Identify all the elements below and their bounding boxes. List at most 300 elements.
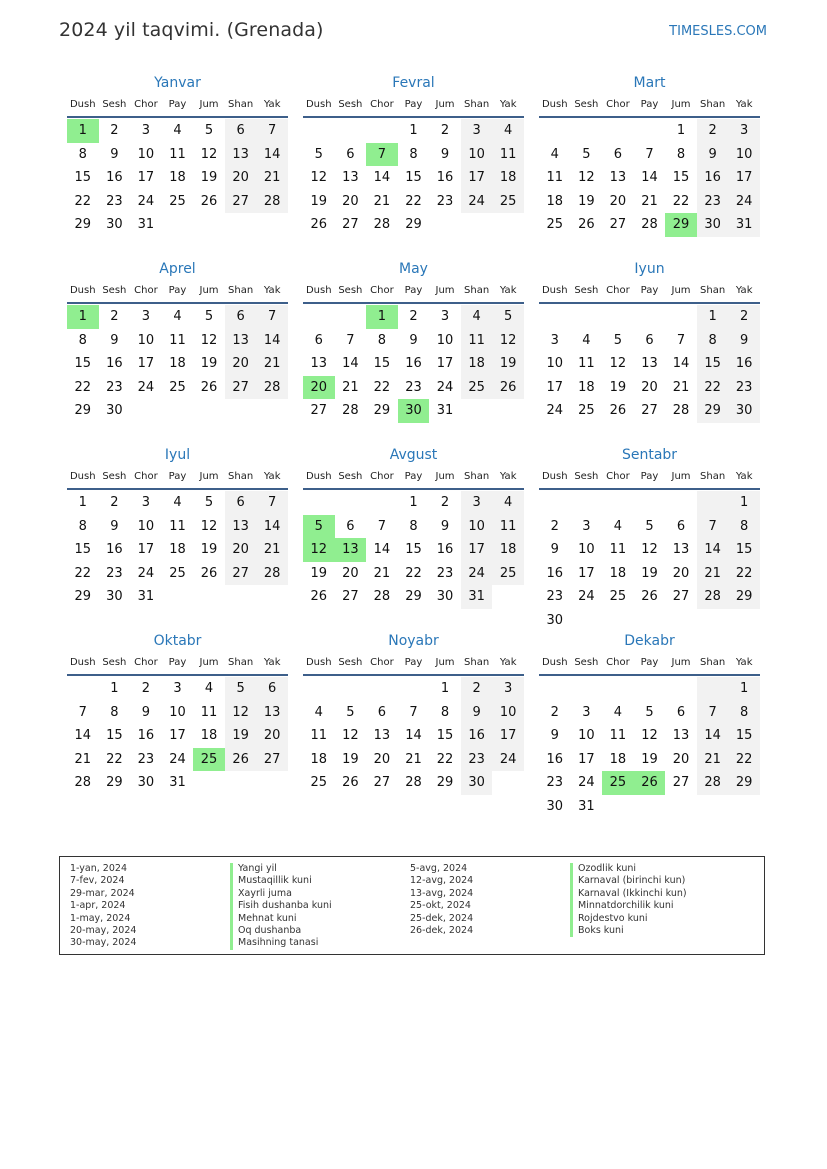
weekday-header (303, 94, 524, 118)
day-cell: 2 (110, 309, 119, 324)
day-cell: 16 (106, 170, 123, 186)
weekday-label: Shan (228, 285, 254, 296)
weekday-label: Yak (499, 471, 517, 482)
empty-cell (162, 585, 194, 609)
day-cell: 22 (373, 379, 391, 395)
page-title: 2024 yil taqvimi. (Grenada) (59, 19, 324, 41)
day-cell: 4 (173, 123, 182, 138)
day-cell: 8 (377, 332, 387, 348)
day-cell: 10 (728, 143, 760, 167)
day-cell: 20 (641, 379, 658, 395)
day-cell: 29 (74, 217, 92, 233)
weekday-label: Dush (305, 657, 332, 668)
day-cell: 10 (461, 143, 493, 167)
empty-cell (130, 399, 162, 423)
day-cell: 13 (225, 143, 257, 167)
day-cell: 31 (461, 585, 493, 609)
day-cell: 3 (582, 518, 591, 534)
day-cell: 21 (405, 751, 422, 767)
empty-cell (193, 399, 225, 423)
empty-cell (634, 119, 666, 143)
holiday-day-cell: 29 (665, 213, 697, 237)
legend-holiday-name: Mehnat kuni (230, 913, 410, 925)
day-cell: 8 (78, 518, 87, 534)
day-cell: 17 (137, 542, 155, 558)
day-cell: 26 (200, 193, 218, 209)
day-cell: 3 (141, 123, 151, 138)
day-cell: 24 (578, 589, 595, 605)
day-cell: 25 (310, 775, 328, 791)
day-cell: 10 (578, 542, 595, 558)
holiday-day-cell: 25 (193, 748, 225, 772)
day-cell: 20 (225, 352, 257, 376)
weekday-header (303, 652, 524, 676)
day-cell: 14 (672, 356, 690, 372)
day-cell: 6 (314, 332, 323, 348)
day-cell: 28 (672, 403, 690, 419)
day-cell: 7 (697, 515, 729, 539)
weekday-label: Shan (228, 99, 254, 110)
weekday-label: Chor (606, 285, 630, 296)
weekday-label: Shan (700, 657, 726, 668)
day-cell: 11 (546, 170, 564, 186)
day-cell: 22 (697, 376, 729, 400)
day-cell: 7 (697, 701, 729, 725)
weekday-header (67, 652, 288, 676)
weekday-label: Pay (640, 285, 659, 296)
day-cell: 14 (373, 170, 391, 186)
day-cell: 26 (200, 379, 218, 395)
month-avgust (303, 444, 524, 620)
day-cell: 25 (461, 376, 493, 400)
day-cell: 10 (169, 704, 186, 720)
day-cell: 30 (546, 798, 564, 814)
day-cell: 29 (728, 585, 760, 609)
day-cell: 15 (697, 352, 729, 376)
weekday-label: Jum (199, 471, 219, 482)
day-grid (539, 677, 760, 819)
day-cell: 9 (141, 704, 151, 720)
day-cell: 5 (204, 123, 214, 138)
day-cell: 4 (613, 704, 623, 720)
day-cell: 1 (78, 495, 87, 510)
day-cell: 26 (225, 748, 257, 772)
month-iyun (539, 258, 760, 434)
day-cell: 9 (440, 146, 450, 162)
weekday-label: Pay (404, 657, 423, 668)
day-cell: 2 (461, 677, 493, 701)
legend-holiday-name: Oq dushanba (230, 925, 410, 937)
weekday-label: Pay (168, 285, 187, 296)
day-cell: 13 (672, 728, 690, 744)
empty-cell (256, 399, 288, 423)
day-cell: 26 (492, 376, 524, 400)
day-cell: 25 (492, 190, 524, 214)
weekday-label: Shan (464, 657, 490, 668)
weekday-label: Dush (69, 99, 96, 110)
day-cell: 21 (342, 379, 359, 395)
day-cell: 20 (609, 193, 627, 209)
day-cell: 13 (256, 701, 288, 725)
month-fevral (303, 72, 524, 248)
day-cell: 29 (74, 403, 92, 419)
day-cell: 18 (169, 170, 186, 186)
holiday-day-cell: 20 (303, 376, 335, 400)
day-cell: 18 (546, 193, 564, 209)
day-cell: 8 (697, 329, 729, 353)
day-cell: 19 (310, 193, 328, 209)
day-cell: 19 (310, 565, 328, 581)
weekday-label: Jum (435, 285, 455, 296)
day-cell: 19 (225, 724, 257, 748)
empty-cell (492, 399, 524, 423)
day-cell: 3 (728, 119, 760, 143)
weekday-label: Sesh (338, 471, 363, 482)
day-cell: 21 (641, 193, 658, 209)
day-cell: 3 (461, 119, 493, 143)
day-cell: 14 (697, 538, 729, 562)
day-grid (539, 491, 760, 633)
day-cell: 20 (225, 166, 257, 190)
weekday-label: Jum (671, 285, 691, 296)
day-cell: 31 (137, 217, 155, 233)
day-cell: 11 (200, 704, 218, 720)
day-cell: 1 (728, 491, 760, 515)
empty-cell (539, 305, 571, 329)
day-cell: 5 (492, 305, 524, 329)
legend-date: 25-okt, 2024 (410, 900, 471, 912)
day-cell: 13 (609, 170, 627, 186)
empty-cell (303, 305, 335, 329)
day-cell: 11 (609, 728, 627, 744)
legend-date: 1-apr, 2024 (70, 900, 126, 912)
empty-cell (193, 585, 225, 609)
weekday-label: Yak (735, 657, 753, 668)
day-cell: 17 (461, 538, 493, 562)
day-cell: 24 (137, 565, 155, 581)
day-cell: 12 (200, 518, 218, 534)
day-cell: 5 (225, 677, 257, 701)
weekday-label: Pay (640, 657, 659, 668)
day-cell: 12 (310, 170, 328, 186)
day-cell: 29 (405, 217, 422, 233)
day-cell: 10 (461, 515, 493, 539)
day-cell: 25 (609, 589, 627, 605)
day-cell: 26 (641, 589, 658, 605)
legend-date: 5-avg, 2024 (410, 863, 468, 874)
legend-holiday-name: Minnatdorchilik kuni (570, 900, 750, 912)
day-cell: 31 (436, 403, 454, 419)
day-cell: 8 (728, 515, 760, 539)
day-cell: 21 (697, 562, 729, 586)
empty-cell (193, 771, 225, 795)
empty-cell (335, 119, 367, 143)
empty-cell (162, 399, 194, 423)
weekday-label: Shan (700, 99, 726, 110)
weekday-label: Dush (305, 99, 332, 110)
day-cell: 5 (204, 309, 214, 324)
holiday-day-cell: 1 (366, 305, 398, 329)
day-cell: 20 (373, 751, 391, 767)
weekday-label: Shan (228, 471, 254, 482)
day-cell: 6 (346, 518, 355, 534)
day-cell: 9 (728, 329, 760, 353)
day-cell: 15 (74, 542, 92, 558)
day-grid (539, 305, 760, 423)
weekday-label: Yak (499, 657, 517, 668)
day-cell: 1 (728, 677, 760, 701)
weekday-header (303, 466, 524, 490)
day-cell: 28 (256, 562, 288, 586)
day-cell: 4 (613, 518, 623, 534)
weekday-label: Sesh (102, 285, 127, 296)
day-cell: 18 (492, 538, 524, 562)
weekday-label: Dush (541, 471, 568, 482)
day-cell: 30 (546, 612, 564, 628)
empty-cell (602, 305, 634, 329)
weekday-label: Chor (134, 285, 158, 296)
day-cell: 9 (550, 728, 559, 744)
day-cell: 15 (436, 728, 454, 744)
legend-date: 30-may, 2024 (70, 937, 137, 949)
day-cell: 30 (436, 589, 454, 605)
day-cell: 24 (169, 751, 186, 767)
day-cell: 11 (310, 728, 328, 744)
holiday-day-cell: 12 (303, 538, 335, 562)
day-cell: 27 (373, 775, 391, 791)
day-cell: 3 (173, 681, 182, 696)
day-cell: 16 (697, 166, 729, 190)
empty-cell (256, 771, 288, 795)
day-cell: 27 (225, 376, 257, 400)
day-grid (67, 491, 288, 609)
empty-cell (665, 677, 697, 701)
day-cell: 27 (342, 217, 359, 233)
day-cell: 4 (582, 332, 591, 348)
day-cell: 7 (78, 704, 87, 720)
weekday-label: Pay (168, 99, 187, 110)
month-title: Mart (633, 75, 666, 91)
weekday-label: Jum (671, 657, 691, 668)
weekday-label: Chor (370, 285, 394, 296)
day-cell: 6 (225, 119, 257, 143)
day-cell: 13 (672, 542, 690, 558)
day-cell: 4 (173, 495, 182, 510)
weekday-label: Chor (370, 471, 394, 482)
day-cell: 9 (110, 332, 119, 348)
weekday-label: Dush (305, 471, 332, 482)
day-cell: 6 (225, 305, 257, 329)
weekday-header (539, 652, 760, 676)
month-dekabr (539, 630, 760, 814)
day-cell: 22 (405, 565, 422, 581)
day-cell: 23 (106, 565, 123, 581)
holiday-day-cell: 1 (67, 119, 99, 143)
weekday-label: Sesh (574, 99, 599, 110)
day-cell: 19 (342, 751, 359, 767)
day-cell: 5 (613, 332, 623, 348)
brand-link[interactable]: TIMESLES.COM (669, 24, 767, 39)
day-cell: 22 (74, 565, 92, 581)
day-cell: 2 (440, 123, 450, 138)
day-cell: 6 (346, 146, 355, 162)
day-cell: 20 (672, 565, 690, 581)
day-cell: 12 (492, 329, 524, 353)
day-cell: 27 (256, 748, 288, 772)
day-cell: 9 (697, 143, 729, 167)
day-cell: 22 (405, 193, 422, 209)
empty-cell (492, 771, 524, 795)
day-grid (67, 305, 288, 423)
empty-cell (256, 585, 288, 609)
empty-cell (728, 795, 760, 819)
day-cell: 21 (256, 352, 288, 376)
day-cell: 25 (546, 217, 564, 233)
empty-cell (461, 213, 493, 237)
day-cell: 4 (314, 704, 323, 720)
day-cell: 14 (256, 143, 288, 167)
day-cell: 17 (461, 166, 493, 190)
day-cell: 7 (256, 491, 288, 515)
day-cell: 24 (436, 379, 454, 395)
day-cell: 23 (546, 589, 564, 605)
empty-cell (225, 771, 257, 795)
day-cell: 15 (405, 170, 422, 186)
day-cell: 17 (436, 356, 454, 372)
empty-cell (67, 677, 99, 701)
weekday-label: Sesh (102, 99, 127, 110)
legend-holiday-name: Xayrli juma (230, 888, 410, 900)
weekday-label: Shan (464, 99, 490, 110)
day-cell: 2 (110, 495, 119, 510)
day-cell: 23 (106, 193, 123, 209)
day-cell: 29 (106, 775, 123, 791)
day-cell: 25 (169, 565, 186, 581)
day-cell: 24 (728, 190, 760, 214)
empty-cell (366, 119, 398, 143)
day-cell: 24 (492, 748, 524, 772)
empty-cell (303, 677, 335, 701)
day-cell: 23 (461, 748, 493, 772)
day-cell: 22 (728, 748, 760, 772)
day-cell: 10 (578, 728, 595, 744)
day-cell: 3 (582, 704, 591, 720)
day-cell: 18 (461, 352, 493, 376)
weekday-label: Yak (263, 99, 281, 110)
weekday-label: Dush (305, 285, 332, 296)
day-cell: 30 (697, 213, 729, 237)
empty-cell (335, 305, 367, 329)
day-cell: 18 (200, 728, 218, 744)
day-cell: 13 (310, 356, 328, 372)
weekday-label: Sesh (574, 285, 599, 296)
legend-holiday-name: Rojdestvo kuni (570, 913, 750, 925)
day-cell: 14 (641, 170, 658, 186)
weekday-label: Jum (199, 285, 219, 296)
day-cell: 10 (137, 518, 155, 534)
empty-cell (634, 491, 666, 515)
weekday-label: Shan (228, 657, 254, 668)
legend-date: 29-mar, 2024 (70, 887, 135, 899)
month-title: Oktabr (153, 633, 202, 649)
empty-cell (697, 491, 729, 515)
weekday-label: Pay (640, 471, 659, 482)
day-cell: 30 (106, 217, 123, 233)
day-grid (539, 119, 760, 237)
weekday-label: Sesh (574, 657, 599, 668)
empty-cell (492, 585, 524, 609)
day-cell: 2 (550, 518, 559, 534)
day-cell: 22 (74, 379, 92, 395)
day-cell: 27 (342, 589, 359, 605)
day-cell: 5 (645, 518, 654, 534)
empty-cell (539, 491, 571, 515)
day-cell: 28 (373, 589, 391, 605)
weekday-label: Yak (263, 657, 281, 668)
day-cell: 19 (641, 751, 658, 767)
day-cell: 23 (728, 376, 760, 400)
day-cell: 16 (137, 728, 155, 744)
day-cell: 22 (436, 751, 454, 767)
weekday-label: Shan (464, 471, 490, 482)
day-cell: 29 (74, 589, 92, 605)
legend-holiday-name: Masihning tanasi (230, 937, 410, 949)
weekday-header (539, 94, 760, 118)
legend-column-right (410, 863, 750, 948)
day-cell: 8 (110, 704, 119, 720)
day-cell: 21 (373, 193, 391, 209)
day-cell: 9 (550, 542, 559, 558)
day-grid (303, 491, 524, 609)
weekday-label: Shan (464, 285, 490, 296)
empty-cell (602, 677, 634, 701)
day-grid (67, 677, 288, 795)
day-grid (303, 119, 524, 237)
legend-date: 12-avg, 2024 (410, 875, 474, 887)
day-cell: 16 (546, 751, 564, 767)
day-cell: 27 (672, 775, 690, 791)
day-cell: 11 (492, 143, 524, 167)
weekday-label: Dush (541, 99, 568, 110)
weekday-label: Sesh (102, 657, 127, 668)
empty-cell (366, 491, 398, 515)
weekday-label: Pay (168, 657, 187, 668)
day-cell: 14 (405, 728, 422, 744)
day-cell: 5 (346, 704, 355, 720)
day-cell: 13 (225, 515, 257, 539)
day-cell: 23 (137, 751, 155, 767)
day-cell: 31 (578, 798, 595, 814)
day-cell: 9 (110, 146, 119, 162)
day-cell: 16 (106, 356, 123, 372)
weekday-label: Chor (606, 657, 630, 668)
day-cell: 18 (310, 751, 328, 767)
day-cell: 10 (137, 332, 155, 348)
day-cell: 16 (436, 170, 454, 186)
day-cell: 26 (310, 589, 328, 605)
holiday-day-cell: 13 (335, 538, 367, 562)
legend-date: 7-fev, 2024 (70, 875, 125, 887)
month-title: Noyabr (388, 633, 439, 649)
day-cell: 22 (106, 751, 123, 767)
weekday-label: Yak (735, 471, 753, 482)
weekday-label: Yak (499, 285, 517, 296)
weekday-label: Chor (370, 99, 394, 110)
day-cell: 28 (342, 403, 359, 419)
empty-cell (303, 491, 335, 515)
day-cell: 2 (550, 704, 559, 720)
day-cell: 5 (645, 704, 654, 720)
